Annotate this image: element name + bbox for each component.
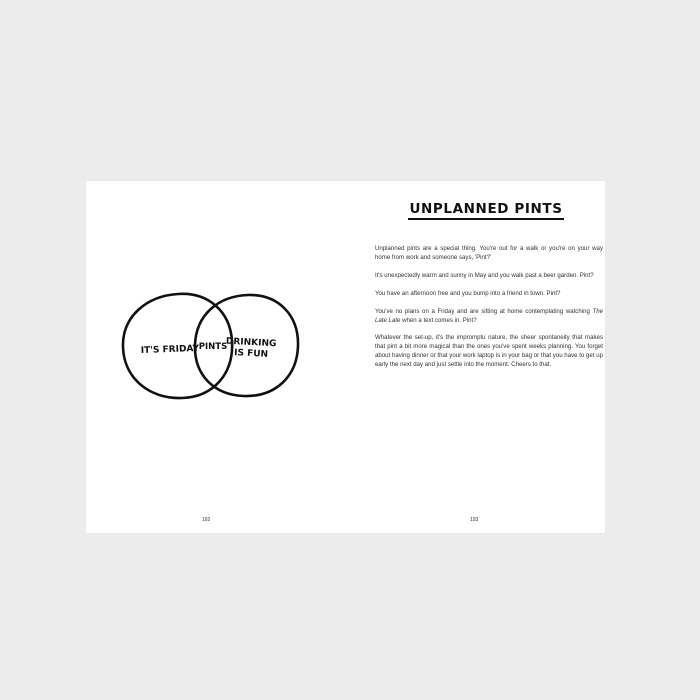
tv-show-title: The Late Late — [375, 307, 603, 324]
venn-diagram — [118, 289, 304, 401]
venn-overlap-label: PINTS — [198, 342, 228, 352]
paragraph-2: It's unexpectedly warm and sunny in May and you walk past a beer garden. Pint? — [375, 271, 594, 279]
paragraph-1: Unplanned pints are a special thing. You're out for a walk or you're on your way home from work and someone says, 'Pint?' — [375, 245, 603, 261]
venn-right-label-line2: IS FUN — [233, 348, 269, 360]
page-number-left: 192 — [202, 517, 211, 523]
body-text — [375, 245, 603, 379]
paragraph-4 — [375, 308, 603, 326]
chapter-title: UNPLANNED PINTS — [409, 201, 563, 217]
paragraph-5: Whatever the set-up, it's the impromptu nature, the sheer spontaneity that makes that pint a bit more magical than the ones you've spent weeks planning. You forget about having dinner or that your work laptop is in your bag or that you have to get up early the next day and just settle into the moment. Cheers to that. — [375, 334, 603, 369]
venn-left-label: IT'S FRIDAY — [140, 343, 200, 357]
paragraph-4-before: You've no plans on a Friday and are sitting at home contemplating watching — [375, 307, 593, 315]
right-page — [346, 181, 605, 533]
page-number-right: 193 — [470, 517, 479, 523]
title-underline — [408, 218, 564, 220]
left-page — [86, 181, 346, 533]
venn-right-label-line1: DRINKING — [225, 336, 277, 350]
book-spread — [86, 181, 605, 533]
paragraph-4-after: when a text comes in. Pint? — [400, 316, 477, 324]
paragraph-3: You have an afternoon free and you bump into a friend in town. Pint? — [375, 289, 561, 297]
